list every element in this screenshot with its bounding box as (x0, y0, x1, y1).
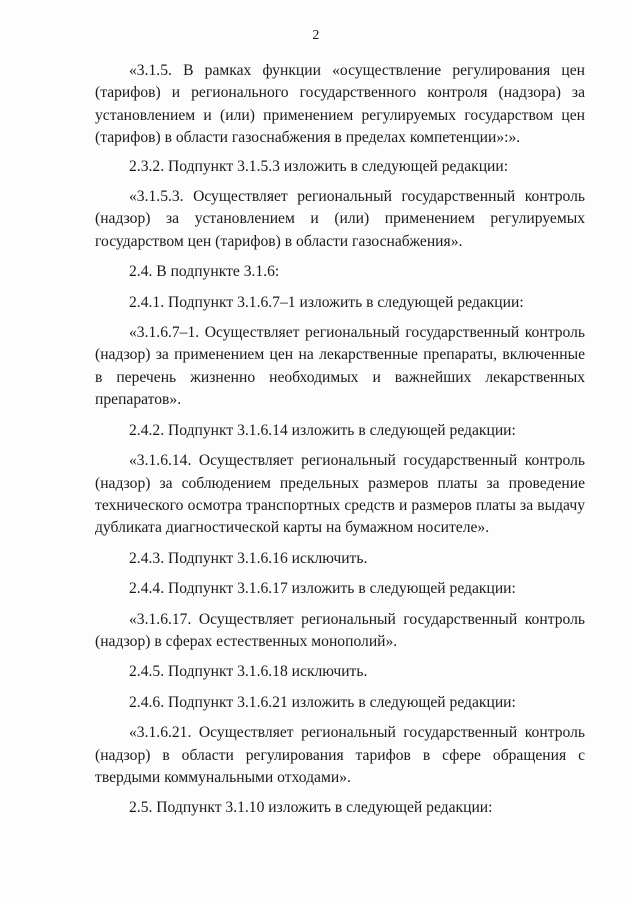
page-number: 2 (312, 28, 320, 43)
document-body (95, 60, 585, 820)
paragraph: «3.1.5. В рамках функции «осуществление регулирования цен (тарифов) и регионального государственного контроля (надзора) за установлением и (или) применением регулируемых государством цен (тарифов) в области газоснабжения в пределах компетенции»:». (95, 62, 585, 147)
paragraph: «3.1.6.21. Осуществляет региональный государственный контроль (надзор) в области регулирования тарифов в сфере обращения с твердыми коммунальными отходами». (95, 724, 585, 786)
paragraph: 2.4.4. Подпункт 3.1.6.17 изложить в следующей редакции: (129, 580, 516, 598)
paragraph: 2.4.6. Подпункт 3.1.6.21 изложить в следующей редакции: (129, 693, 516, 711)
paragraph: 2.4.3. Подпункт 3.1.6.16 исключить. (129, 549, 368, 567)
paragraph: 2.4.5. Подпункт 3.1.6.18 исключить. (129, 663, 368, 681)
paragraph: 2.4.2. Подпункт 3.1.6.14 изложить в следующей редакции: (129, 421, 516, 439)
paragraph: «3.1.6.14. Осуществляет региональный государственный контроль (надзор) за соблюдением предельных размеров платы за проведение технического осмотра транспортных средств и размеров платы за выдачу дубликата диагностической карты на бумажном носителе». (95, 452, 585, 537)
paragraph: 2.3.2. Подпункт 3.1.5.3 изложить в следующей редакции: (129, 157, 509, 175)
paragraph: «3.1.6.17. Осуществляет региональный государственный контроль (надзор) в сферах естественных монополий». (95, 610, 585, 650)
paragraph: «3.1.5.3. Осуществляет региональный государственный контроль (надзор) за установлением и (или) применением регулируемых государством цен (тарифов) в области газоснабжения». (95, 188, 585, 250)
paragraph: 2.5. Подпункт 3.1.10 изложить в следующей редакции: (129, 799, 493, 817)
paragraph: «3.1.6.7–1. Осуществляет региональный государственный контроль (надзор) за применением цен на лекарственные препараты, включенные в перечень жизненно необходимых и важнейших лекарственных препаратов». (95, 324, 585, 409)
paragraph: 2.4.1. Подпункт 3.1.6.7–1 изложить в следующей редакции: (129, 293, 524, 311)
paragraph: 2.4. В подпункте 3.1.6: (129, 263, 280, 281)
